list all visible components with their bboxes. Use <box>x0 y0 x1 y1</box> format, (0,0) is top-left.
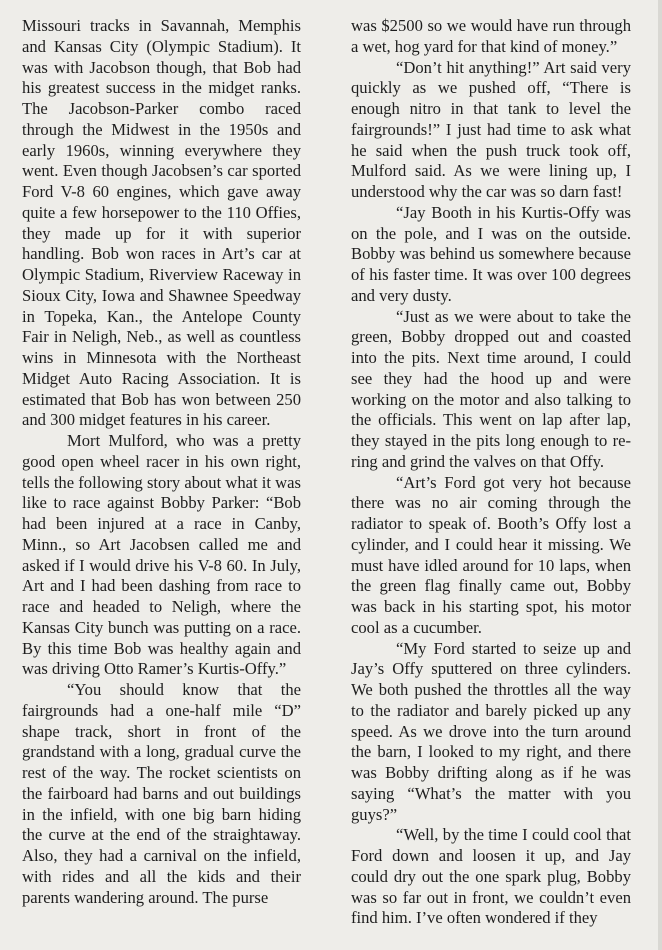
paragraph: “Well, by the time I could cool that Ford down and loosen it up, and Jay could dry out the one spark plug, Bobby was so far out in front, we couldn’t even find him. I’ve often wondered if they <box>351 825 631 928</box>
paragraph: “My Ford started to seize up and Jay’s Offy sputtered on three cylinders. We both pushed the throttles all the way to the radiator and barely picked up any speed. As we drove into the turn around the barn, I looked to my right, and there was Bobby drifting along as if he was saying “What’s the matter with you guys?” <box>351 638 631 824</box>
paragraph: Missouri tracks in Savannah, Memphis and Kansas City (Olympic Stadium). It was with Jacobson though, that Bob had his greatest success in the midget ranks. The Jacobson-Parker combo raced through the Midwest in the 1950s and early 1960s, winning everywhere they went. Even though Jacobsen’s car sported Ford V-8 60 engines, which gave away quite a few horsepower to the 110 Offies, they made up for it with superior handling. Bob won races in Art’s car at Olympic Stadium, Riverview Raceway in Sioux City, Iowa and Shawnee Speedway in Topeka, Kan., the Antelope County Fair in Neligh, Neb., as well as countless wins in Minnesota with the Northeast Midget Auto Racing Association. It is estimated that Bob has won between 250 and 300 midget features in his career. <box>22 16 301 430</box>
paragraph: Mort Mulford, who was a pretty good open wheel racer in his own right, tells the following story about what it was like to race against Bobby Parker: “Bob had been injured at a race in Canby, Minn., so Art Jacobsen called me and asked if I would drive his V-8 60. In July, Art and I had been dashing from race to race and headed to Neligh, where the Kansas City bunch was putting on a race. By this time Bob was healthy again and was driving Otto Ramer’s Kurtis-Offy.” <box>22 431 301 679</box>
paragraph: “Don’t hit anything!” Art said very quickly as we pushed off, “There is enough nitro in that tank to level the fairgrounds!” I just had time to ask what he said when the push truck took off, Mulford said. As we were lining up, I understood why the car was so darn fast! <box>351 57 631 201</box>
left-text-column <box>22 16 301 908</box>
paragraph: “Art’s Ford got very hot because there was no air coming through the radiator to speak of. Booth’s Offy lost a cylinder, and I could hear it missing. We must have idled around for 10 laps, when the green flag finally came out, Bobby was back in his starting spot, his motor cool as a cucumber. <box>351 472 631 637</box>
paragraph: “Jay Booth in his Kurtis-Offy was on the pole, and I was on the outside. Bobby was behind us somewhere because of his faster time. It was over 100 degrees and very dusty. <box>351 202 631 305</box>
paragraph: “Just as we were about to take the green, Bobby dropped out and coasted into the pits. Next time around, I could see they had the hood up and were working on the motor and also talking to the officials. This went on lap after lap, they stayed in the pits long enough to re-ring and grind the valves on that Offy. <box>351 306 631 471</box>
paragraph: was $2500 so we would have run through a wet, hog yard for that kind of money.” <box>351 16 631 56</box>
paragraph: “You should know that the fairgrounds had a one-half mile “D” shape track, short in front of the grandstand with a long, gradual curve the rest of the way. The rocket scientists on the fairboard had barns and out buildings in the infield, with one big barn hiding the curve at the end of the straightaway. Also, they had a carnival on the infield, with rides and all the kids and their parents wandering around. The purse <box>22 680 301 907</box>
page-edge-shadow <box>658 0 662 950</box>
right-text-column <box>351 16 631 929</box>
